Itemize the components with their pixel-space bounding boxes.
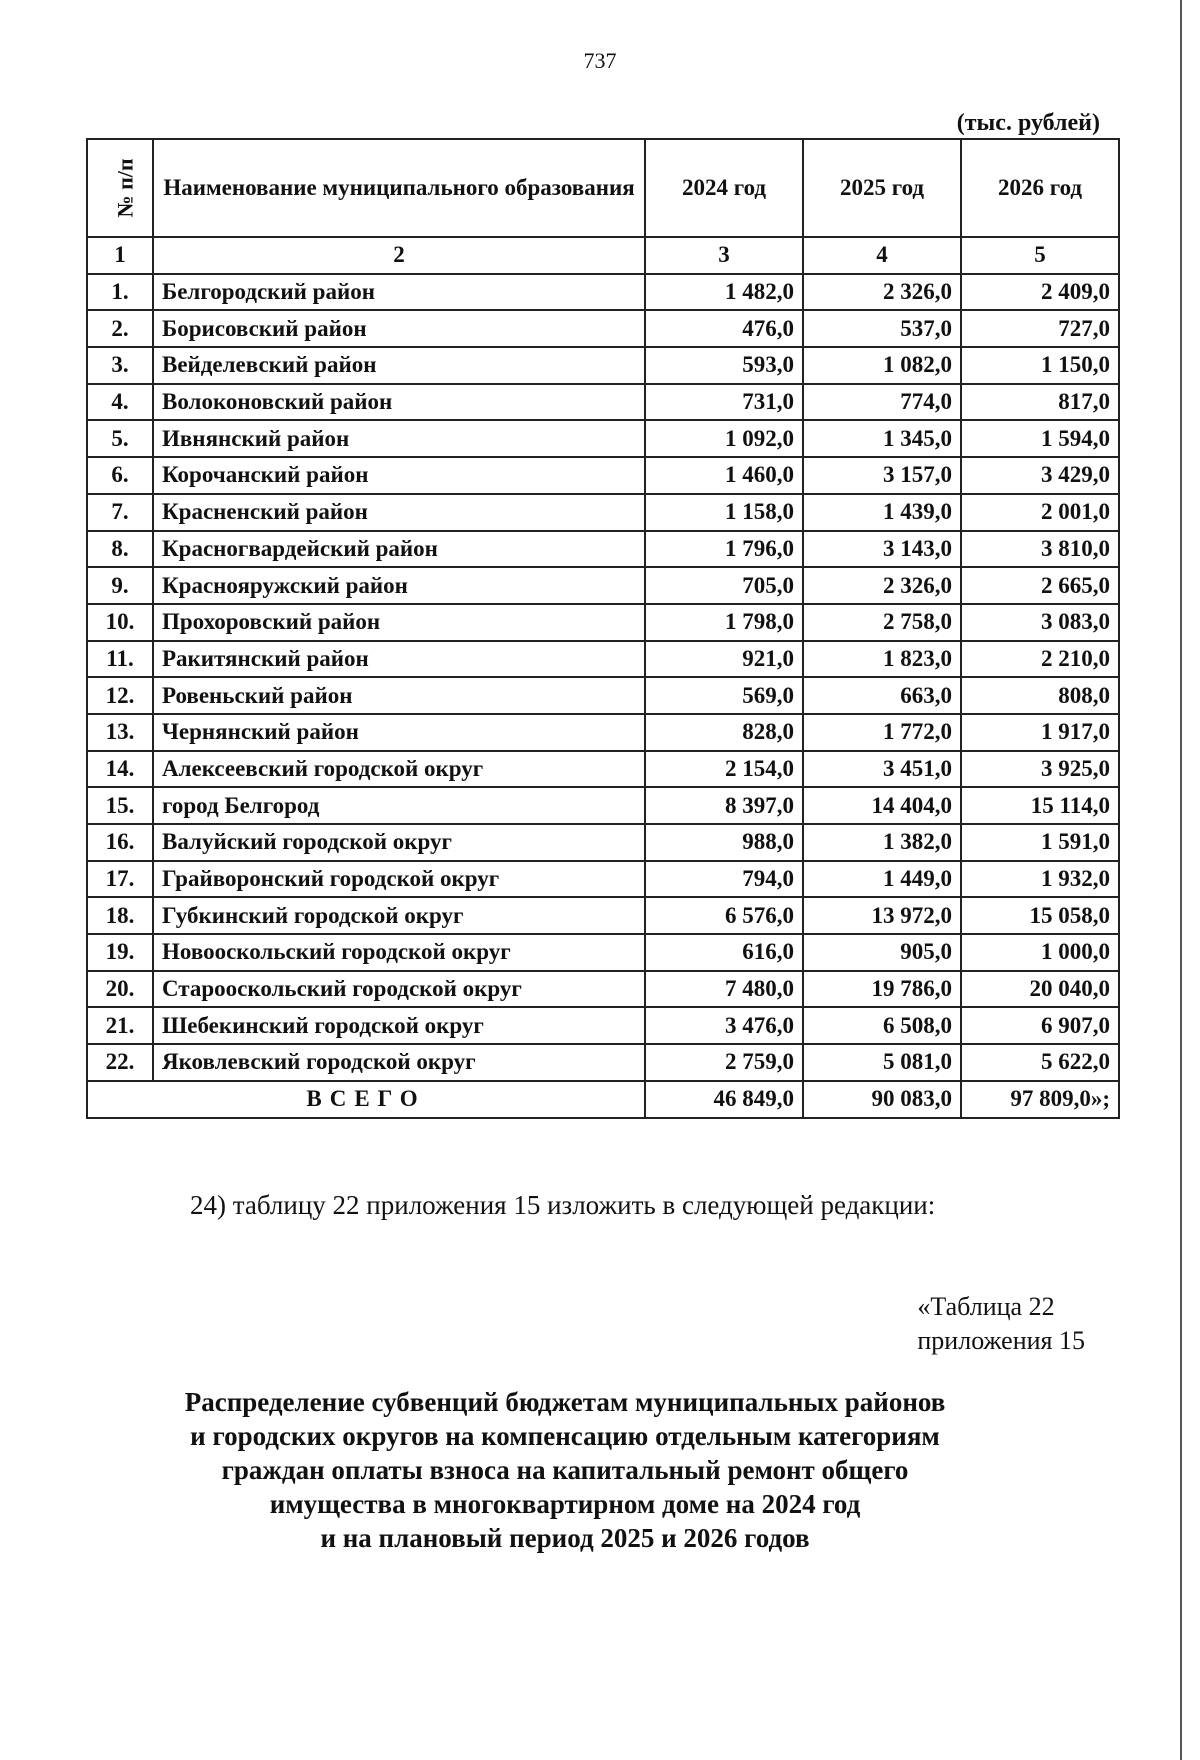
- row-value-2024: 2 154,0: [645, 751, 803, 788]
- row-value-2025: 1 772,0: [803, 714, 961, 751]
- row-value-2024: 988,0: [645, 824, 803, 861]
- row-value-2025: 6 508,0: [803, 1007, 961, 1044]
- row-value-2024: 921,0: [645, 641, 803, 678]
- row-value-2026: 727,0: [961, 310, 1119, 347]
- row-value-2026: 808,0: [961, 677, 1119, 714]
- row-value-2024: 476,0: [645, 310, 803, 347]
- page-number: 737: [583, 48, 617, 73]
- table-row: [87, 641, 1119, 678]
- row-number: 5.: [87, 420, 153, 457]
- row-value-2026: 3 810,0: [961, 531, 1119, 568]
- row-value-2025: 774,0: [803, 384, 961, 421]
- table-row: [87, 494, 1119, 531]
- table-row: [87, 677, 1119, 714]
- heading-line: имущества в многоквартирном доме на 2024 год: [269, 1489, 861, 1519]
- row-value-2025: 19 786,0: [803, 971, 961, 1008]
- row-number: 14.: [87, 751, 153, 788]
- row-value-2025: 905,0: [803, 934, 961, 971]
- row-name: Чернянский район: [153, 714, 645, 751]
- header-2024: 2024 год: [645, 139, 803, 237]
- row-value-2024: 1 482,0: [645, 274, 803, 311]
- row-value-2025: 1 449,0: [803, 861, 961, 898]
- table-row: [87, 567, 1119, 604]
- row-name: Ивнянский район: [153, 420, 645, 457]
- row-value-2024: 7 480,0: [645, 971, 803, 1008]
- heading-line: и городских округов на компенсацию отдельным категориям: [190, 1421, 940, 1451]
- row-value-2025: 1 345,0: [803, 420, 961, 457]
- row-name: Валуйский городской округ: [153, 824, 645, 861]
- row-value-2024: 731,0: [645, 384, 803, 421]
- row-number: 20.: [87, 971, 153, 1008]
- row-number: 11.: [87, 641, 153, 678]
- row-value-2026: 3 083,0: [961, 604, 1119, 641]
- row-value-2026: 2 001,0: [961, 494, 1119, 531]
- total-row: [87, 1081, 1119, 1118]
- table-row: [87, 457, 1119, 494]
- row-number: 13.: [87, 714, 153, 751]
- table-header-row: [87, 139, 1119, 237]
- table-row: [87, 971, 1119, 1008]
- total-2026: 97 809,0»;: [961, 1081, 1119, 1118]
- row-value-2026: 3 429,0: [961, 457, 1119, 494]
- row-number: 17.: [87, 861, 153, 898]
- heading-line: Распределение субвенций бюджетам муниципальных районов: [184, 1387, 946, 1417]
- column-index-1: 1: [87, 237, 153, 274]
- row-value-2024: 3 476,0: [645, 1007, 803, 1044]
- row-value-2024: 1 158,0: [645, 494, 803, 531]
- row-name: Яковлевский городской округ: [153, 1044, 645, 1081]
- row-value-2026: 2 210,0: [961, 641, 1119, 678]
- row-value-2024: 8 397,0: [645, 787, 803, 824]
- row-value-2025: 3 143,0: [803, 531, 961, 568]
- table-row: [87, 824, 1119, 861]
- table-reference: [917, 1290, 1085, 1358]
- row-name: Белгородский район: [153, 274, 645, 311]
- row-value-2025: 1 439,0: [803, 494, 961, 531]
- row-number: 6.: [87, 457, 153, 494]
- row-value-2024: 569,0: [645, 677, 803, 714]
- row-value-2025: 5 081,0: [803, 1044, 961, 1081]
- table-row: [87, 897, 1119, 934]
- row-value-2025: 13 972,0: [803, 897, 961, 934]
- row-name: Волоконовский район: [153, 384, 645, 421]
- instruction-text: 24) таблицу 22 приложения 15 изложить в следующей редакции:: [190, 1190, 936, 1220]
- row-number: 21.: [87, 1007, 153, 1044]
- table-reference-line1: «Таблица 22: [917, 1292, 1055, 1321]
- row-value-2026: 5 622,0: [961, 1044, 1119, 1081]
- table-row: [87, 787, 1119, 824]
- row-value-2025: 1 082,0: [803, 347, 961, 384]
- row-name: Шебекинский городской округ: [153, 1007, 645, 1044]
- column-index-3: 3: [645, 237, 803, 274]
- row-number: 8.: [87, 531, 153, 568]
- row-number: 16.: [87, 824, 153, 861]
- row-value-2026: 817,0: [961, 384, 1119, 421]
- row-number: 9.: [87, 567, 153, 604]
- row-value-2026: 1 594,0: [961, 420, 1119, 457]
- row-value-2026: 1 932,0: [961, 861, 1119, 898]
- row-number: 15.: [87, 787, 153, 824]
- row-name: Грайворонский городской округ: [153, 861, 645, 898]
- row-number: 3.: [87, 347, 153, 384]
- row-value-2024: 1 460,0: [645, 457, 803, 494]
- table-reference-line2: приложения 15: [917, 1326, 1085, 1355]
- row-value-2026: 1 000,0: [961, 934, 1119, 971]
- row-number: 7.: [87, 494, 153, 531]
- row-number: 10.: [87, 604, 153, 641]
- row-value-2024: 1 796,0: [645, 531, 803, 568]
- row-value-2024: 6 576,0: [645, 897, 803, 934]
- table-row: [87, 384, 1119, 421]
- table-row: [87, 604, 1119, 641]
- table-row: [87, 861, 1119, 898]
- row-value-2025: 14 404,0: [803, 787, 961, 824]
- heading-line: и на плановый период 2025 и 2026 годов: [320, 1523, 810, 1553]
- row-number: 18.: [87, 897, 153, 934]
- row-value-2024: 1 092,0: [645, 420, 803, 457]
- table-row: [87, 274, 1119, 311]
- row-number: 19.: [87, 934, 153, 971]
- header-num-label: № п/п: [112, 158, 138, 218]
- table-row: [87, 531, 1119, 568]
- row-value-2025: 1 823,0: [803, 641, 961, 678]
- row-name: Красненский район: [153, 494, 645, 531]
- column-index-row: [87, 237, 1119, 274]
- row-name: Губкинский городской округ: [153, 897, 645, 934]
- table-row: [87, 420, 1119, 457]
- row-name: Ракитянский район: [153, 641, 645, 678]
- row-value-2026: 6 907,0: [961, 1007, 1119, 1044]
- row-value-2025: 537,0: [803, 310, 961, 347]
- row-number: 12.: [87, 677, 153, 714]
- row-number: 1.: [87, 274, 153, 311]
- column-index-5: 5: [961, 237, 1119, 274]
- row-value-2026: 15 058,0: [961, 897, 1119, 934]
- row-name: Вейделевский район: [153, 347, 645, 384]
- row-value-2024: 2 759,0: [645, 1044, 803, 1081]
- budget-table: [86, 138, 1120, 1119]
- document-heading: [150, 1385, 980, 1555]
- table-row: [87, 1044, 1119, 1081]
- row-value-2025: 2 326,0: [803, 567, 961, 604]
- row-value-2026: 20 040,0: [961, 971, 1119, 1008]
- total-2025: 90 083,0: [803, 1081, 961, 1118]
- page-edge-line: [1180, 0, 1182, 1760]
- row-value-2025: 1 382,0: [803, 824, 961, 861]
- row-value-2024: 1 798,0: [645, 604, 803, 641]
- row-name: Красногвардейский район: [153, 531, 645, 568]
- header-name: Наименование муниципального образования: [153, 139, 645, 237]
- header-2026: 2026 год: [961, 139, 1119, 237]
- row-number: 22.: [87, 1044, 153, 1081]
- row-name: город Белгород: [153, 787, 645, 824]
- table-body: [87, 237, 1119, 1081]
- header-2025: 2025 год: [803, 139, 961, 237]
- row-value-2025: 3 451,0: [803, 751, 961, 788]
- row-value-2024: 794,0: [645, 861, 803, 898]
- row-value-2025: 2 758,0: [803, 604, 961, 641]
- units-label: (тыс. рублей): [956, 110, 1100, 136]
- row-value-2026: 3 925,0: [961, 751, 1119, 788]
- row-value-2026: 15 114,0: [961, 787, 1119, 824]
- row-value-2024: 705,0: [645, 567, 803, 604]
- table-row: [87, 714, 1119, 751]
- total-2024: 46 849,0: [645, 1081, 803, 1118]
- row-value-2026: 1 591,0: [961, 824, 1119, 861]
- table-row: [87, 1007, 1119, 1044]
- row-name: Борисовский район: [153, 310, 645, 347]
- row-name: Корочанский район: [153, 457, 645, 494]
- table-row: [87, 751, 1119, 788]
- row-name: Ровеньский район: [153, 677, 645, 714]
- row-value-2026: 1 150,0: [961, 347, 1119, 384]
- heading-line: граждан оплаты взноса на капитальный ремонт общего: [221, 1455, 909, 1485]
- row-value-2024: 828,0: [645, 714, 803, 751]
- row-name: Новооскольский городской округ: [153, 934, 645, 971]
- table-row: [87, 347, 1119, 384]
- table-row: [87, 934, 1119, 971]
- row-value-2025: 663,0: [803, 677, 961, 714]
- column-index-2: 2: [153, 237, 645, 274]
- row-value-2024: 616,0: [645, 934, 803, 971]
- row-value-2026: 2 409,0: [961, 274, 1119, 311]
- header-num: [87, 139, 153, 237]
- total-label: ВСЕГО: [87, 1081, 645, 1118]
- row-name: Алексеевский городской округ: [153, 751, 645, 788]
- row-name: Старооскольский городской округ: [153, 971, 645, 1008]
- row-number: 4.: [87, 384, 153, 421]
- column-index-4: 4: [803, 237, 961, 274]
- row-value-2026: 2 665,0: [961, 567, 1119, 604]
- table-row: [87, 310, 1119, 347]
- row-number: 2.: [87, 310, 153, 347]
- row-value-2025: 3 157,0: [803, 457, 961, 494]
- row-value-2024: 593,0: [645, 347, 803, 384]
- row-value-2026: 1 917,0: [961, 714, 1119, 751]
- row-name: Краснояружский район: [153, 567, 645, 604]
- row-value-2025: 2 326,0: [803, 274, 961, 311]
- row-name: Прохоровский район: [153, 604, 645, 641]
